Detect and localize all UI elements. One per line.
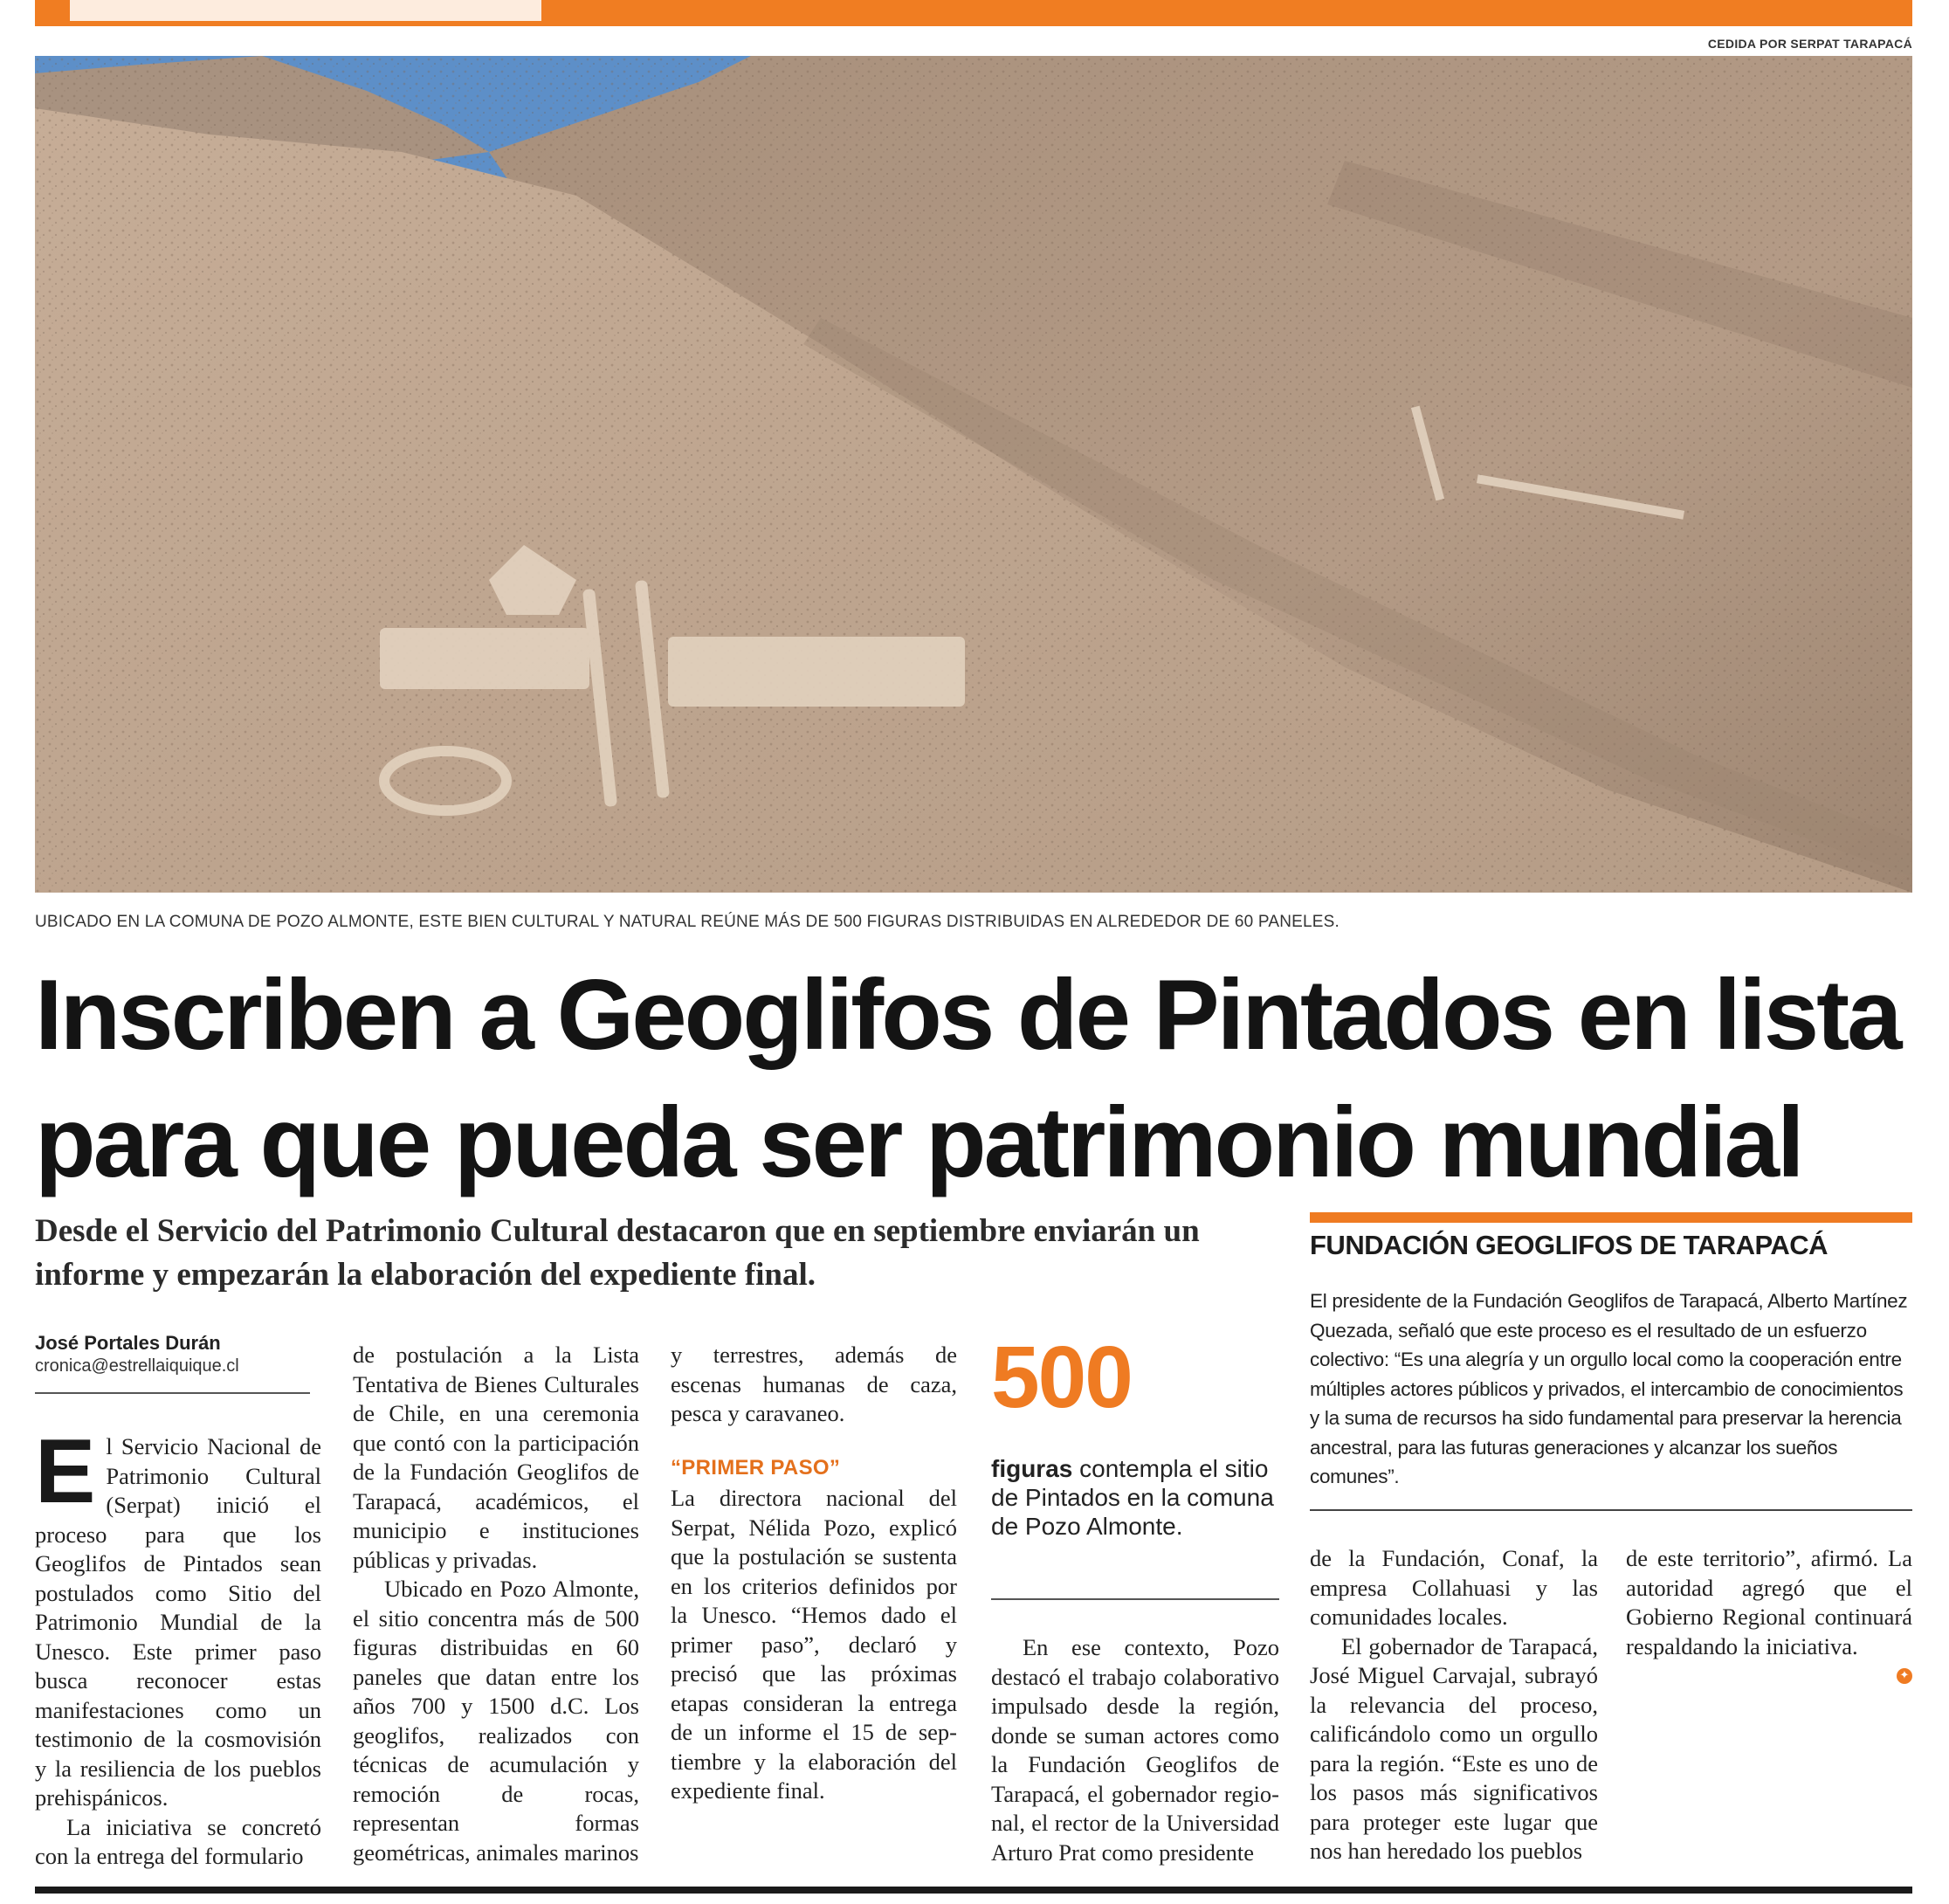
- sidebar-title: FUNDACIÓN GEOGLIFOS DE TARAPACÁ: [1310, 1230, 1828, 1260]
- geoglyph-photo: [35, 56, 1912, 893]
- article-paragraph-4: La directora nacional del Serpat, Nélida Pozo, explicó que la postulación se sustenta en los criterios definidos por la Unesco. “Hemos dado el primer paso”, declaró y precisó que las próximas etapas consideran la entrega de un informe el 15 de septiembre y la elaboración del expediente final.: [671, 1485, 957, 1804]
- article-paragraph-5: En ese contexto, Pozo destacó el trabajo colaborativo impulsado desde la región, donde se suman actores como la Fundación Geoglifos de Tarapacá, el gobernador regional, el rector de la Universidad Arturo Prat como presidente: [991, 1634, 1279, 1866]
- subhead-primer-paso: “PRIMER PASO”: [671, 1455, 841, 1480]
- article-paragraph-continued: de la Fundación, Conaf, la empresa Collahuasi y las comunidades locales.: [1310, 1545, 1598, 1630]
- article-paragraph-3: Ubicado en Pozo Almonte, el sitio concentra más de 500 figuras distribuidas en 60 paneles que datan entre los años 700 y 1500 d.C. Los geoglifos, realizados con técnicas de acumulación y remoción de rocas, representan formas geométricas, animales marinos: [353, 1576, 639, 1866]
- article-column-3: [671, 1341, 957, 1806]
- headline-line-1: Inscriben a Geoglifos de Pintados en lista: [35, 960, 1900, 1071]
- photo-credit: CEDIDA POR SERPAT TARAPACÁ: [1707, 37, 1912, 51]
- article-paragraph-continued: de postulación a la Lista Tentativa de Bienes Culturales de Chile, en una ceremonia que contó con la participación de la Fundación Geoglifos de Tarapacá, académicos, el municipio e instituciones públicas y privadas.: [353, 1342, 639, 1573]
- stat-description: [991, 1454, 1279, 1541]
- article-column-6: [1626, 1544, 1912, 1684]
- article-paragraph-6: El gobernador de Tarapacá, José Miguel Carvajal, subrayó la relevancia del proceso, calificándolo como un orgullo para la región. “Este es uno de los pasos más significativos para proteger este lugar que nos han heredado los pueblos: [1310, 1632, 1598, 1864]
- dek: Desde el Servicio del Patrimonio Cultural destacaron que en septiembre enviarán un informe y empezarán la elaboración del expediente final.: [35, 1213, 1200, 1293]
- sidebar-divider: [1310, 1509, 1912, 1511]
- article-column-2: [353, 1341, 639, 1867]
- byline: [35, 1332, 310, 1376]
- headline-line-2: para que pueda ser patrimonio mundial: [35, 1087, 1802, 1198]
- stat-bold-word: figuras: [991, 1455, 1073, 1482]
- stat-text: contempla el sitio de Pintados en la comuna de Pozo Almonte.: [991, 1455, 1274, 1540]
- article-column-5: [1310, 1544, 1598, 1866]
- stat-number: 500: [991, 1328, 1132, 1426]
- article-column-4: [991, 1633, 1279, 1867]
- article-paragraph-2: La iniciativa se concretó con la entrega del formulario: [35, 1813, 321, 1869]
- article-paragraph-continued: de este territorio”, afirmó. La autoridad agregó que el Gobierno Regional continuará respaldando la iniciativa.: [1626, 1545, 1912, 1659]
- article-column-1: [35, 1421, 321, 1872]
- sidebar-text: El presidente de la Fundación Geoglifos de Tarapacá, Alberto Martínez Quezada, señaló que este proceso es el resultado de un esfuerzo colectivo: “Es una alegría y un orgullo local como la cooperación entre múltiples actores públicos y privados, el intercambio de conocimientos y la suma de recursos ha sido fundamental para preservar la herencia ancestral, para las futuras generaciones y alcanzar los sueños comunes”.: [1310, 1290, 1908, 1487]
- byline-email: cronica@estrellaiquique.cl: [35, 1356, 239, 1376]
- article-paragraph-1: l Servicio Nacional de Patrimonio Cultural (Serpat) inició el proceso para que los Geoglifos de Pintados sean postulados como Sitio del Patrimonio Mundial de la Unesco. Este primer paso busca reconocer estas manifestaciones como un testimonio de la cosmovisión y la resiliencia de los pueblos prehispánicos.: [35, 1433, 321, 1811]
- bottom-rule: [35, 1887, 1912, 1894]
- article-paragraph-continued: y terrestres, además de escenas humanas de caza, pesca y caravaneo.: [671, 1342, 957, 1426]
- byline-author: José Portales Durán: [35, 1332, 221, 1354]
- section-label-cropped: [70, 0, 541, 21]
- headline: [35, 952, 1921, 1207]
- sidebar-accent-bar: [1310, 1212, 1912, 1223]
- drop-cap: E: [35, 1421, 96, 1522]
- byline-divider: [35, 1392, 310, 1394]
- end-of-article-icon: ✦: [1897, 1668, 1912, 1684]
- section-bar: [35, 0, 1912, 26]
- geoglyph-photo-graphic: [35, 56, 1912, 893]
- stat-divider: [991, 1598, 1279, 1600]
- photo-caption: UBICADO EN LA COMUNA DE POZO ALMONTE, ESTE BIEN CULTURAL Y NATURAL REÚNE MÁS DE 500 FIGURAS DISTRIBUIDAS EN ALREDEDOR DE 60 PANELES.: [35, 913, 1340, 931]
